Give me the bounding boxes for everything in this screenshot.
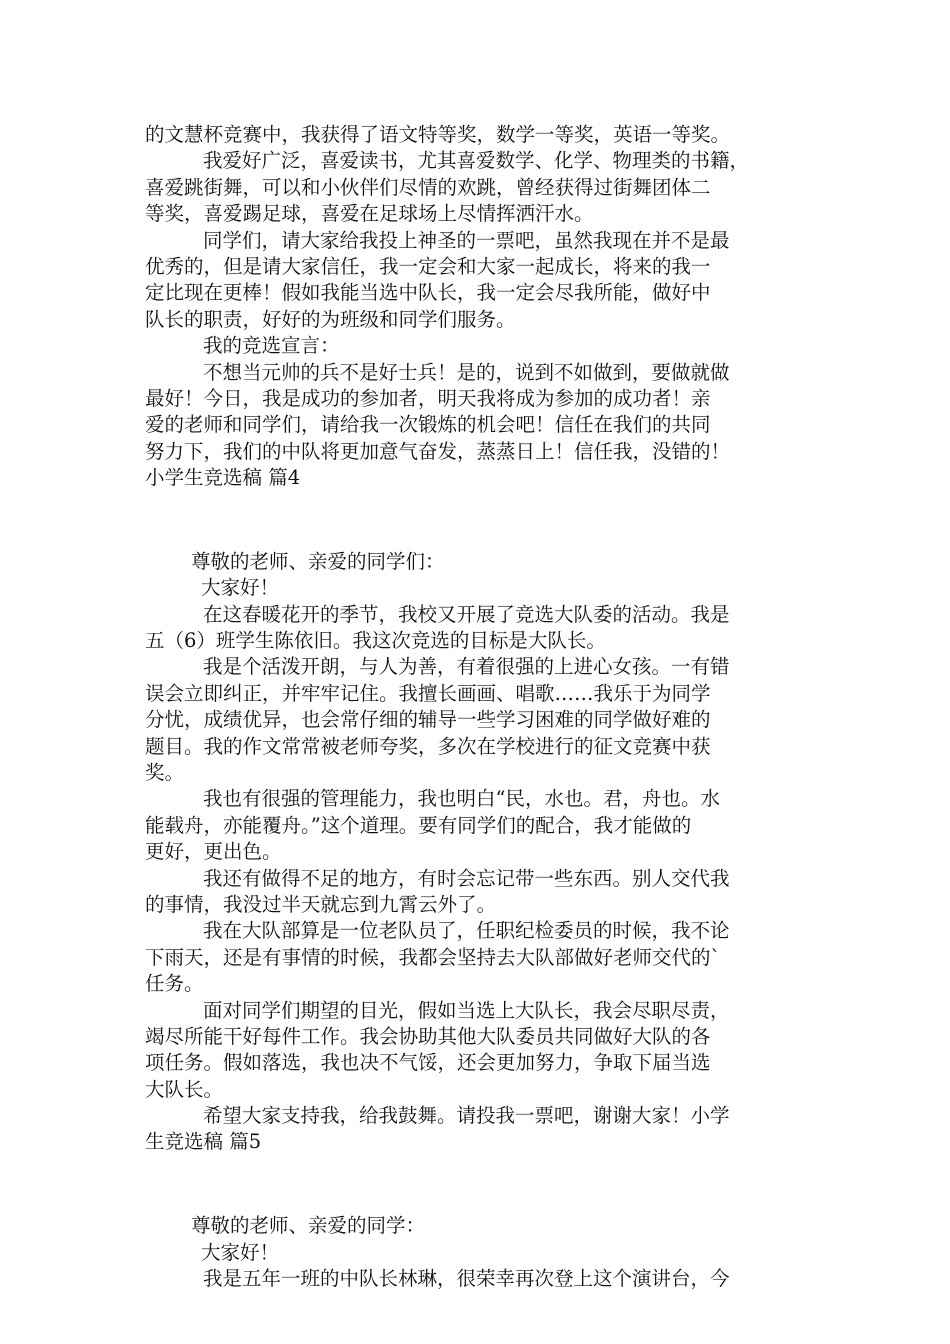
- text-line: 五（6）班学生陈依旧。我这次竞选的目标是大队长。: [145, 629, 606, 653]
- salutation: 尊敬的老师、亲爱的同学们：: [191, 549, 445, 573]
- text-line: 的文慧杯竞赛中，我获得了语文特等奖，数学一等奖，英语一等奖。: [145, 123, 731, 146]
- text-line: 题目。我的作文常常被老师夸奖，多次在学校进行的征文竞赛中获: [145, 734, 711, 758]
- blank-line: [145, 1156, 810, 1187]
- paragraph-start: 我是个活泼开朗，与人为善，有着很强的上进心女孩。一有错: [203, 655, 730, 679]
- greeting: 大家好！: [201, 576, 280, 600]
- paragraph-start: 不想当元帅的兵不是好士兵！是的，说到不如做到，要做就做: [203, 360, 730, 384]
- paragraph-start: 希望大家支持我，给我鼓舞。请投我一票吧，谢谢大家！小学: [203, 1104, 730, 1128]
- text-line: 更好，更出色。: [145, 840, 282, 864]
- text-line: 的事情，我没过半天就忘到九霄云外了。: [145, 892, 497, 916]
- text-line: 任务。: [145, 972, 204, 996]
- text-line: 努力下，我们的中队将更加意气奋发，蒸蒸日上！信任我，没错的！: [145, 439, 731, 463]
- text-line: 奖。: [145, 760, 185, 784]
- text-line: 大队长。: [145, 1077, 224, 1101]
- greeting: 大家好！: [201, 1240, 280, 1264]
- text-line: 喜爱跳街舞，可以和小伙伴们尽情的欢跳，曾经获得过街舞团体二: [145, 175, 711, 199]
- blank-line: [145, 1187, 810, 1213]
- paragraph-start: 在这春暖花开的季节，我校又开展了竞选大队委的活动。我是: [203, 602, 730, 626]
- paragraph-start: 我也有很强的管理能力，我也明白“民，水也。君，舟也。水: [203, 787, 720, 811]
- blank-line: [145, 522, 810, 548]
- salutation: 尊敬的老师、亲爱的同学：: [191, 1214, 426, 1238]
- text-line: 爱的老师和同学们，请给我一次锻炼的机会吧！信任在我们的共同: [145, 413, 711, 437]
- text-line: 项任务。假如落选，我也决不气馁，还会更加努力，争取下届当选: [145, 1051, 711, 1075]
- text-line: 竭尽所能干好每件工作。我会协助其他大队委员共同做好大队的各: [145, 1024, 711, 1048]
- paragraph-start: 面对同学们期望的目光，假如当选上大队长，我会尽职尽责，: [203, 998, 730, 1022]
- paragraph-start: 我在大队部算是一位老队员了，任职纪检委员的时候，我不论: [203, 919, 730, 943]
- paragraph-start: 我的竞选宣言：: [203, 334, 340, 358]
- blank-line: [145, 491, 810, 522]
- text-line: 下雨天，还是有事情的时候，我都会坚持去大队部做好老师交代的`: [145, 945, 721, 969]
- section-heading: 生竞选稿 篇5: [145, 1130, 262, 1154]
- paragraph-start: 同学们，请大家给我投上神圣的一票吧，虽然我现在并不是最: [203, 228, 730, 252]
- text-line: 最好！今日，我是成功的参加者，明天我将成为参加的成功者！亲: [145, 386, 711, 410]
- section-heading: 小学生竞选稿 篇4: [145, 466, 301, 490]
- text-line: 等奖，喜爱踢足球，喜爱在足球场上尽情挥洒汗水。: [145, 202, 594, 226]
- text-line: 误会立即纠正，并牢牢记住。我擅长画画、唱歌……我乐于为同学: [145, 681, 711, 705]
- text-line: 优秀的，但是请大家信任，我一定会和大家一起成长，将来的我一: [145, 254, 711, 278]
- paragraph-start: 我爱好广泛，喜爱读书，尤其喜爱数学、化学、物理类的书籍，: [203, 149, 750, 173]
- text-line: 能载舟，亦能覆舟。”这个道理。要有同学们的配合，我才能做的: [145, 813, 692, 837]
- paragraph-start: 我还有做得不足的地方，有时会忘记带一些东西。别人交代我: [203, 866, 730, 890]
- text-line: 定比现在更棒！假如我能当选中队长，我一定会尽我所能，做好中: [145, 281, 711, 305]
- text-line: 分忧，成绩优异，也会常仔细的辅导一些学习困难的同学做好难的: [145, 708, 711, 732]
- document-body: [145, 122, 810, 1292]
- paragraph-start: 我是五年一班的中队长林琳，很荣幸再次登上这个演讲台，今: [203, 1267, 730, 1291]
- text-line: 队长的职责，好好的为班级和同学们服务。: [145, 307, 516, 331]
